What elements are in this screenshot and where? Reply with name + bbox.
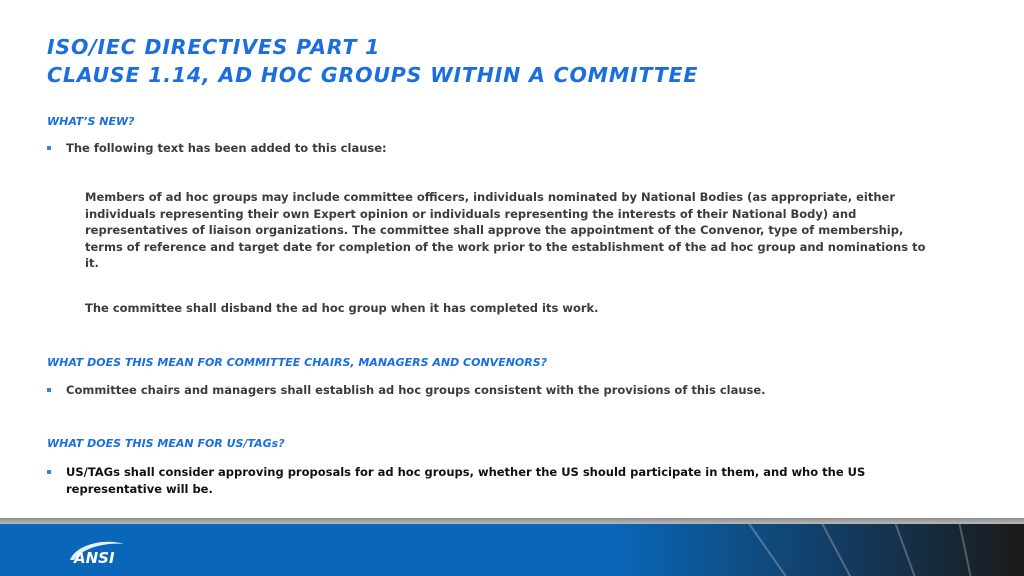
section-heading-committee-chairs: WHAT DOES THIS MEAN FOR COMMITTEE CHAIRS, MANAGERS AND CONVENORS?: [47, 356, 548, 369]
footer-decoration: [720, 524, 802, 576]
bullet-item-chairs: [47, 382, 927, 399]
ansi-logo-text: ANSI: [74, 549, 115, 567]
footer-decoration: [800, 524, 867, 576]
section-heading-us-tags: WHAT DOES THIS MEAN FOR US/TAGs?: [47, 437, 285, 450]
bullet-marker-icon: [47, 146, 51, 150]
bullet-marker-icon: [47, 388, 51, 392]
bullet-text: The following text has been added to this clause:: [66, 141, 387, 155]
footer-band: [0, 524, 1024, 576]
quoted-paragraph-disband: The committee shall disband the ad hoc group when it has completed its work.: [85, 301, 599, 315]
bullet-marker-icon: [47, 470, 51, 474]
slide-title-line-1: ISO/IEC DIRECTIVES PART 1: [47, 35, 381, 59]
bullet-item-text-added: [47, 140, 927, 157]
bullet-text: Committee chairs and managers shall establish ad hoc groups consistent with the provisions of this clause.: [66, 383, 766, 397]
slide-title-line-2: CLAUSE 1.14, AD HOC GROUPS WITHIN A COMMITTEE: [47, 63, 699, 87]
footer-decoration: [950, 524, 981, 576]
slide-title: [47, 33, 698, 89]
footer-decoration: [880, 524, 930, 576]
bullet-item-us-tags: [47, 464, 927, 497]
ansi-logo-icon: [66, 538, 126, 568]
quoted-paragraph-membership: Members of ad hoc groups may include committee officers, individuals nominated by National Bodies (as appropriate, either individuals representing their own Expert opinion or individuals representing the interests of their National Body) and representatives of liaison organizations. The committee shall approve the appointment of the Convenor, type of membership, terms of reference and target date for completion of the work prior to the establishment of the ad hoc group and nominations to it.: [85, 190, 926, 270]
section-heading-whats-new: WHAT’S NEW?: [47, 115, 135, 128]
bullet-text: US/TAGs shall consider approving proposals for ad hoc groups, whether the US should participate in them, and who the US representative will be.: [66, 465, 866, 496]
